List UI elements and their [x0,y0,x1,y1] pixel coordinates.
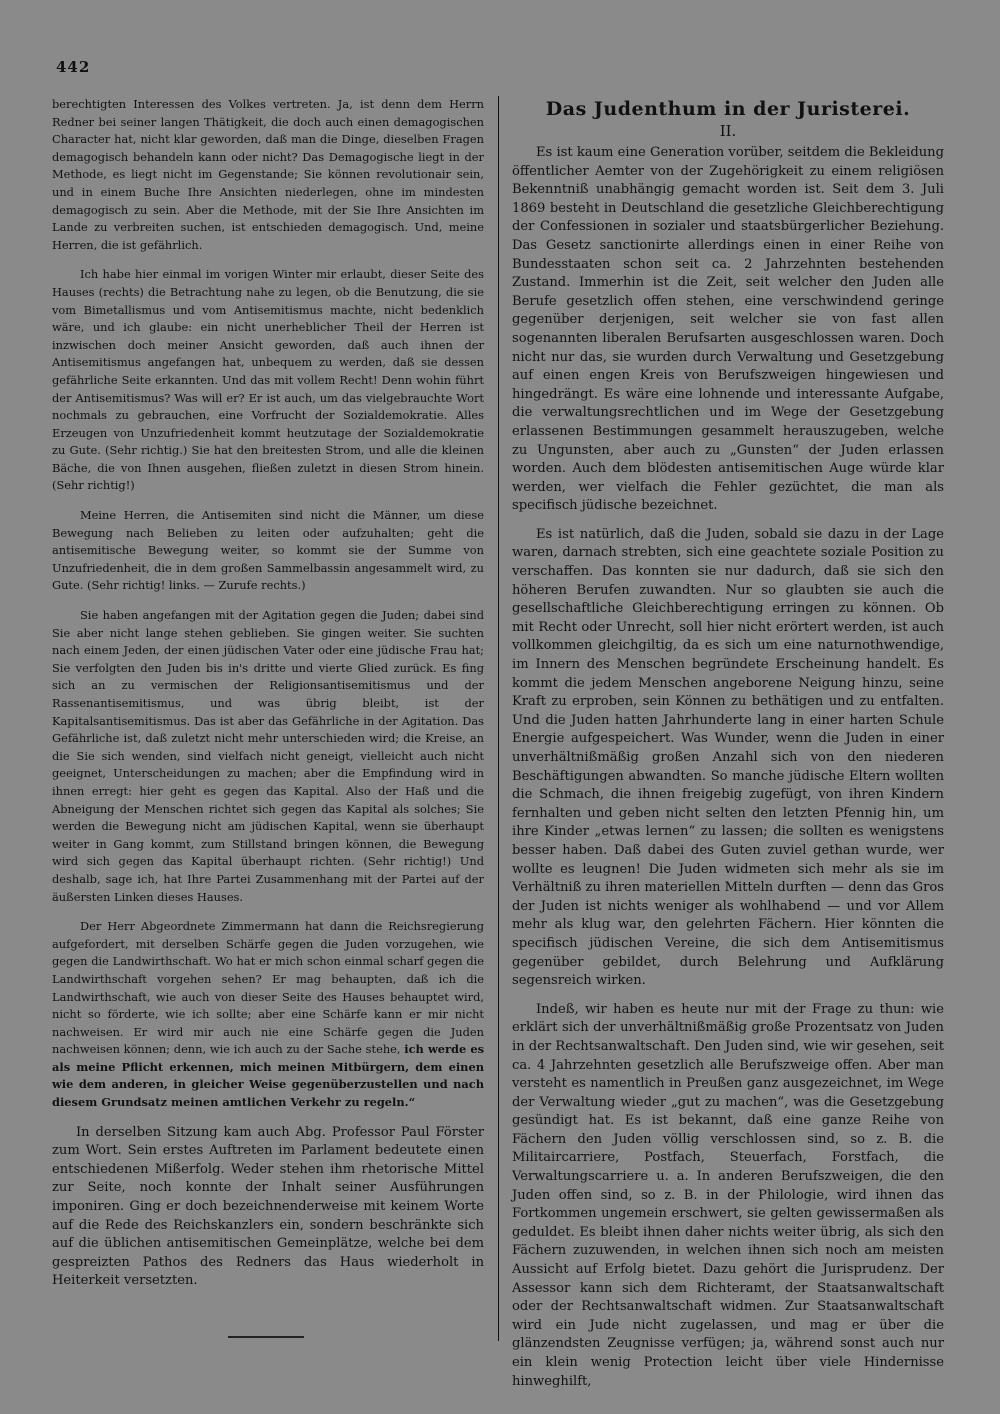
paragraph: Sie haben angefangen mit der Agitation gegen die Juden; dabei sind Sie aber nicht lange stehen geblieben. Sie gingen weiter. Sie suchten nach einem Jeden, der einen jüdischen Vater oder eine jüdische Frau hat; Sie verfolgten den Juden bis in's dritte und vierte Glied zurück. Es fing sich an zu vermischen der Religionsantisemitismus und der Rassenantisemitismus, und was übrig bleibt, ist der Kapitalsantisemitismus. Das ist aber das Gefährliche in der Agitation. Das Gefährliche ist, daß zuletzt nicht mehr unterschieden wird; die Kreise, an die Sie sich wenden, sind vielfach nicht geneigt, vielleicht auch nicht geeignet, Unterscheidungen zu machen; aber die Empfindung wird in ihnen erregt: hier geht es gegen das Kapital. Also der Haß und die Abneigung der Menschen richtet sich gegen das Kapital als solches; Sie werden die Bewegung nicht am jüdischen Kapital, wenn sie überhaupt weiter in Gang kommt, zum Stillstand bringen können, die Bewegung wird sich gegen das Kapital überhaupt richten. (Sehr richtig!) Und deshalb, sage ich, hat Ihre Partei Zusammenhang mit der Partei auf der äußersten Linken dieses Hauses. [52,608,484,904]
page-number: 442 [56,58,91,76]
paragraph: Es ist natürlich, daß die Juden, sobald sie dazu in der Lage waren, darnach strebten, sich eine geachtete soziale Position zu verschaffen. Das konnten sie nur dadurch, daß sie sich den höheren Berufen zuwandten. Nur so glaubten sie auch die gesellschaftliche Gleichberechtigung erringen zu können. Ob mit Recht oder Unrecht, soll hier nicht erörtert werden, ist auch vollkommen gleichgiltig, da es sich um eine naturnothwendige, im Innern des Menschen begründete Erscheinung handelt. Es kommt die jedem Menschen angeborene Neigung hinzu, seine Kraft zu erproben, sein Können zu bethätigen und zu entfalten. Und die Juden hatten Jahrhunderte lang in einer harten Schule Energie aufgespeichert. Was Wunder, wenn die Juden in einer unverhältnißmäßig großen Anzahl sich von den niederen Beschäftigungen abwandten. So manche jüdische Eltern wollten die Schmach, die ihnen freigebig zugefügt, von ihren Kindern fernhalten und geben nicht selten den letzten Pfennig hin, um ihre Kinder „etwas lernen“ zu lassen; die sollten es wenigstens besser haben. Daß dabei des Guten zuviel gethan wurde, wer wollte es leugnen! Die Juden widmeten sich mehr als sie im Verhältniß zu ihren materiellen Mitteln durften — denn das Gros der Juden ist nichts weniger als wohlhabend — und vor Allem mehr als klug war, den gelehrten Fächern. Hier könnten die specifisch jüdischen Vereine, die sich dem Antisemitismus gegenüber gebildet, durch Belehrung und Aufklärung segensreich wirken. [512,526,944,989]
left-column [52,96,484,1301]
emphasized-quote: ich werde es als meine Pflicht erkennen, mich meinen Mitbürgern, dem einen wie dem anderen, in gleicher Weise gegenüberzustellen und nach diesem Grundsatz meinen amtlichen Verkehr zu regeln.“ [52,1042,484,1110]
article-title: Das Judenthum in der Juristerei. [545,98,911,120]
paragraph [52,918,484,1112]
closing-paragraph-block [52,1124,484,1291]
right-column [512,96,944,1401]
paragraph: berechtigten Interessen des Volkes vertreten. Ja, ist denn dem Herrn Redner bei seiner langen Thätigkeit, die doch auch einen demagogischen Character hat, nicht klar geworden, daß man die Dinge, dieselben Fragen demagogisch behandeln kann oder nicht? Das Demagogische liegt in der Methode, es liegt nicht im Gegenstande; Sie können revolutionair sein, und in einem Buche Ihre Ansichten niederlegen, ohne im mindesten demagogisch zu sein. Aber die Methode, mit der Sie Ihre Ansichten im Lande zu verbreiten suchen, ist entschieden demagogisch. Und, meine Herren, die ist gefährlich. [52,97,484,252]
paragraph: Indeß, wir haben es heute nur mit der Frage zu thun: wie erklärt sich der unverhältnißmäßig große Prozentsatz von Juden in der Rechtsanwaltschaft. Den Juden sind, wie wir gesehen, seit ca. 4 Jahrzehnten gesetzlich alle Berufszweige offen. Aber man versteht es namentlich in Preußen ganz ausgezeichnet, im Wege der Verwaltung wieder „gut zu machen“, was die Gesetzgebung gesündigt hat. Es ist bekannt, daß eine ganze Reihe von Fächern den Juden völlig verschlossen sind, so z. B. die Militaircarriere, Postfach, Steuerfach, Forstfach, die Verwaltungscarriere u. a. In anderen Berufszweigen, die den Juden offen sind, so z. B. in der Philologie, wird ihnen das Fortkommen ungemein erschwert, sie gelten gewissermaßen als geduldet. Es bleibt ihnen daher nichts weiter übrig, als sich den Fächern zuzuwenden, in welchen ihnen sich noch am meisten Aussicht auf Erfolg bietet. Dazu gehört die Jurisprudenz. Der Assessor kann sich dem Richteramt, der Staatsanwaltschaft oder der Rechtsanwaltschaft widmen. Zur Staatsanwaltschaft wird ein Jude nicht zugelassen, und mag er über die glänzendsten Zeugnisse verfügen; ja, während sonst auch nur ein klein wenig Protection leicht über viele Hindernisse hinweghilft, [512,1001,944,1389]
paragraph: Es ist kaum eine Generation vorüber, seitdem die Bekleidung öffentlicher Aemter von der Zugehörigkeit zu einem religiösen Bekenntniß unabhängig gemacht worden ist. Seit dem 3. Juli 1869 besteht in Deutschland die gesetzliche Gleichberechtigung der Confessionen in sozialer und staatsbürgerlicher Beziehung. Das Gesetz sanctionirte allerdings einen in einer Reihe von Bundesstaaten schon seit ca. 2 Jahrzehnten bestehenden Zustand. Immerhin ist die Zeit, seit welcher den Juden alle Berufe gesetzlich offen stehen, eine verschwindend geringe gegenüber derjenigen, seit welcher sie von fast allen sogenannten liberalen Berufsarten ausgeschlossen waren. Doch nicht nur das, sie wurden durch Verwaltung und Gesetzgebung auf einen engen Kreis von Berufszweigen hingewiesen und hingedrängt. Es wäre eine lohnende und interessante Aufgabe, die verwaltungsrechtlichen und im Wege der Gesetzgebung erlassenen Bestimmungen gesammelt herauszugeben, welche zu Ungunsten, aber auch zu „Gunsten“ der Juden erlassen worden. Auch dem blödesten antisemitischen Auge würde klar werden, wer vielfach die Fehler gezüchtet, die man als specifisch jüdische bezeichnet. [512,145,944,514]
paragraph: In derselben Sitzung kam auch Abg. Professor Paul Förster zum Wort. Sein erstes Auftreten im Parlament bedeutete einen entschiedenen Mißerfolg. Weder stehen ihm rhetorische Mittel zur Seite, noch konnte der Inhalt seiner Ausführungen imponiren. Ging er doch bezeichnenderweise mit keinem Worte auf die Rede des Reichskanzlers ein, sondern beschränkte sich auf die üblichen antisemitischen Gemeinplätze, welche bei dem gespreizten Pathos des Redners das Haus wiederholt in Heiterkeit versetzten. [52,1124,484,1289]
article-part-number: II. [719,122,737,140]
paragraph: Meine Herren, die Antisemiten sind nicht die Männer, um diese Bewegung nach Belieben zu leiten oder aufzuhalten; geht die antisemitische Bewegung weiter, so kommt sie der Summe von Unzufriedenheit, die in dem großen Sammelbassin angesammelt wird, zu Gute. (Sehr richtig! links. — Zurufe rechts.) [52,508,484,593]
paragraph: Ich habe hier einmal im vorigen Winter mir erlaubt, dieser Seite des Hauses (rechts) die Betrachtung nahe zu legen, ob die Benutzung, die sie vom Bimetallismus und vom Antisemitismus machte, nicht bedenklich wäre, und ich glaube: ein nicht unerheblicher Theil der Herren ist inzwischen doch meiner Ansicht geworden, daß auch ihnen der Antisemitismus angefangen hat, unbequem zu werden, daß sie dessen gefährliche Seite erkannten. Und das mit vollem Recht! Denn wohin führt der Antisemitismus? Was will er? Er ist auch, um das vielgebrauchte Wort nochmals zu gebrauchen, eine Vorfrucht der Sozialdemokratie. Alles Erzeugen von Unzufriedenheit kommt heutzutage der Sozialdemokratie zu Gute. (Sehr richtig.) Sie hat den breitesten Strom, und alle die kleinen Bäche, die von Ihnen ausgehen, fließen zuletzt in diesen Strom hinein. (Sehr richtig!) [52,267,484,493]
end-rule [228,1336,304,1338]
column-divider [498,96,499,1341]
paragraph-text: Der Herr Abgeordnete Zimmermann hat dann die Reichsregierung aufgefordert, mit derselben Schärfe gegen die Juden vorzugehen, wie gegen die Landwirthschaft. Wo hat er mich schon einmal scharf gegen die Landwirthschaft vorgehen sehen? Er mag behaupten, daß ich die Landwirthschaft, wie auch von dieser Seite des Hauses behauptet wird, nicht so förderte, wie ich sollte; aber eine Schärfe kann er mir nicht nachweisen. Er wird mir auch nie eine Schärfe gegen die Juden nachweisen können; denn, wie ich auch zu der Sache stehe, [52,919,484,1057]
